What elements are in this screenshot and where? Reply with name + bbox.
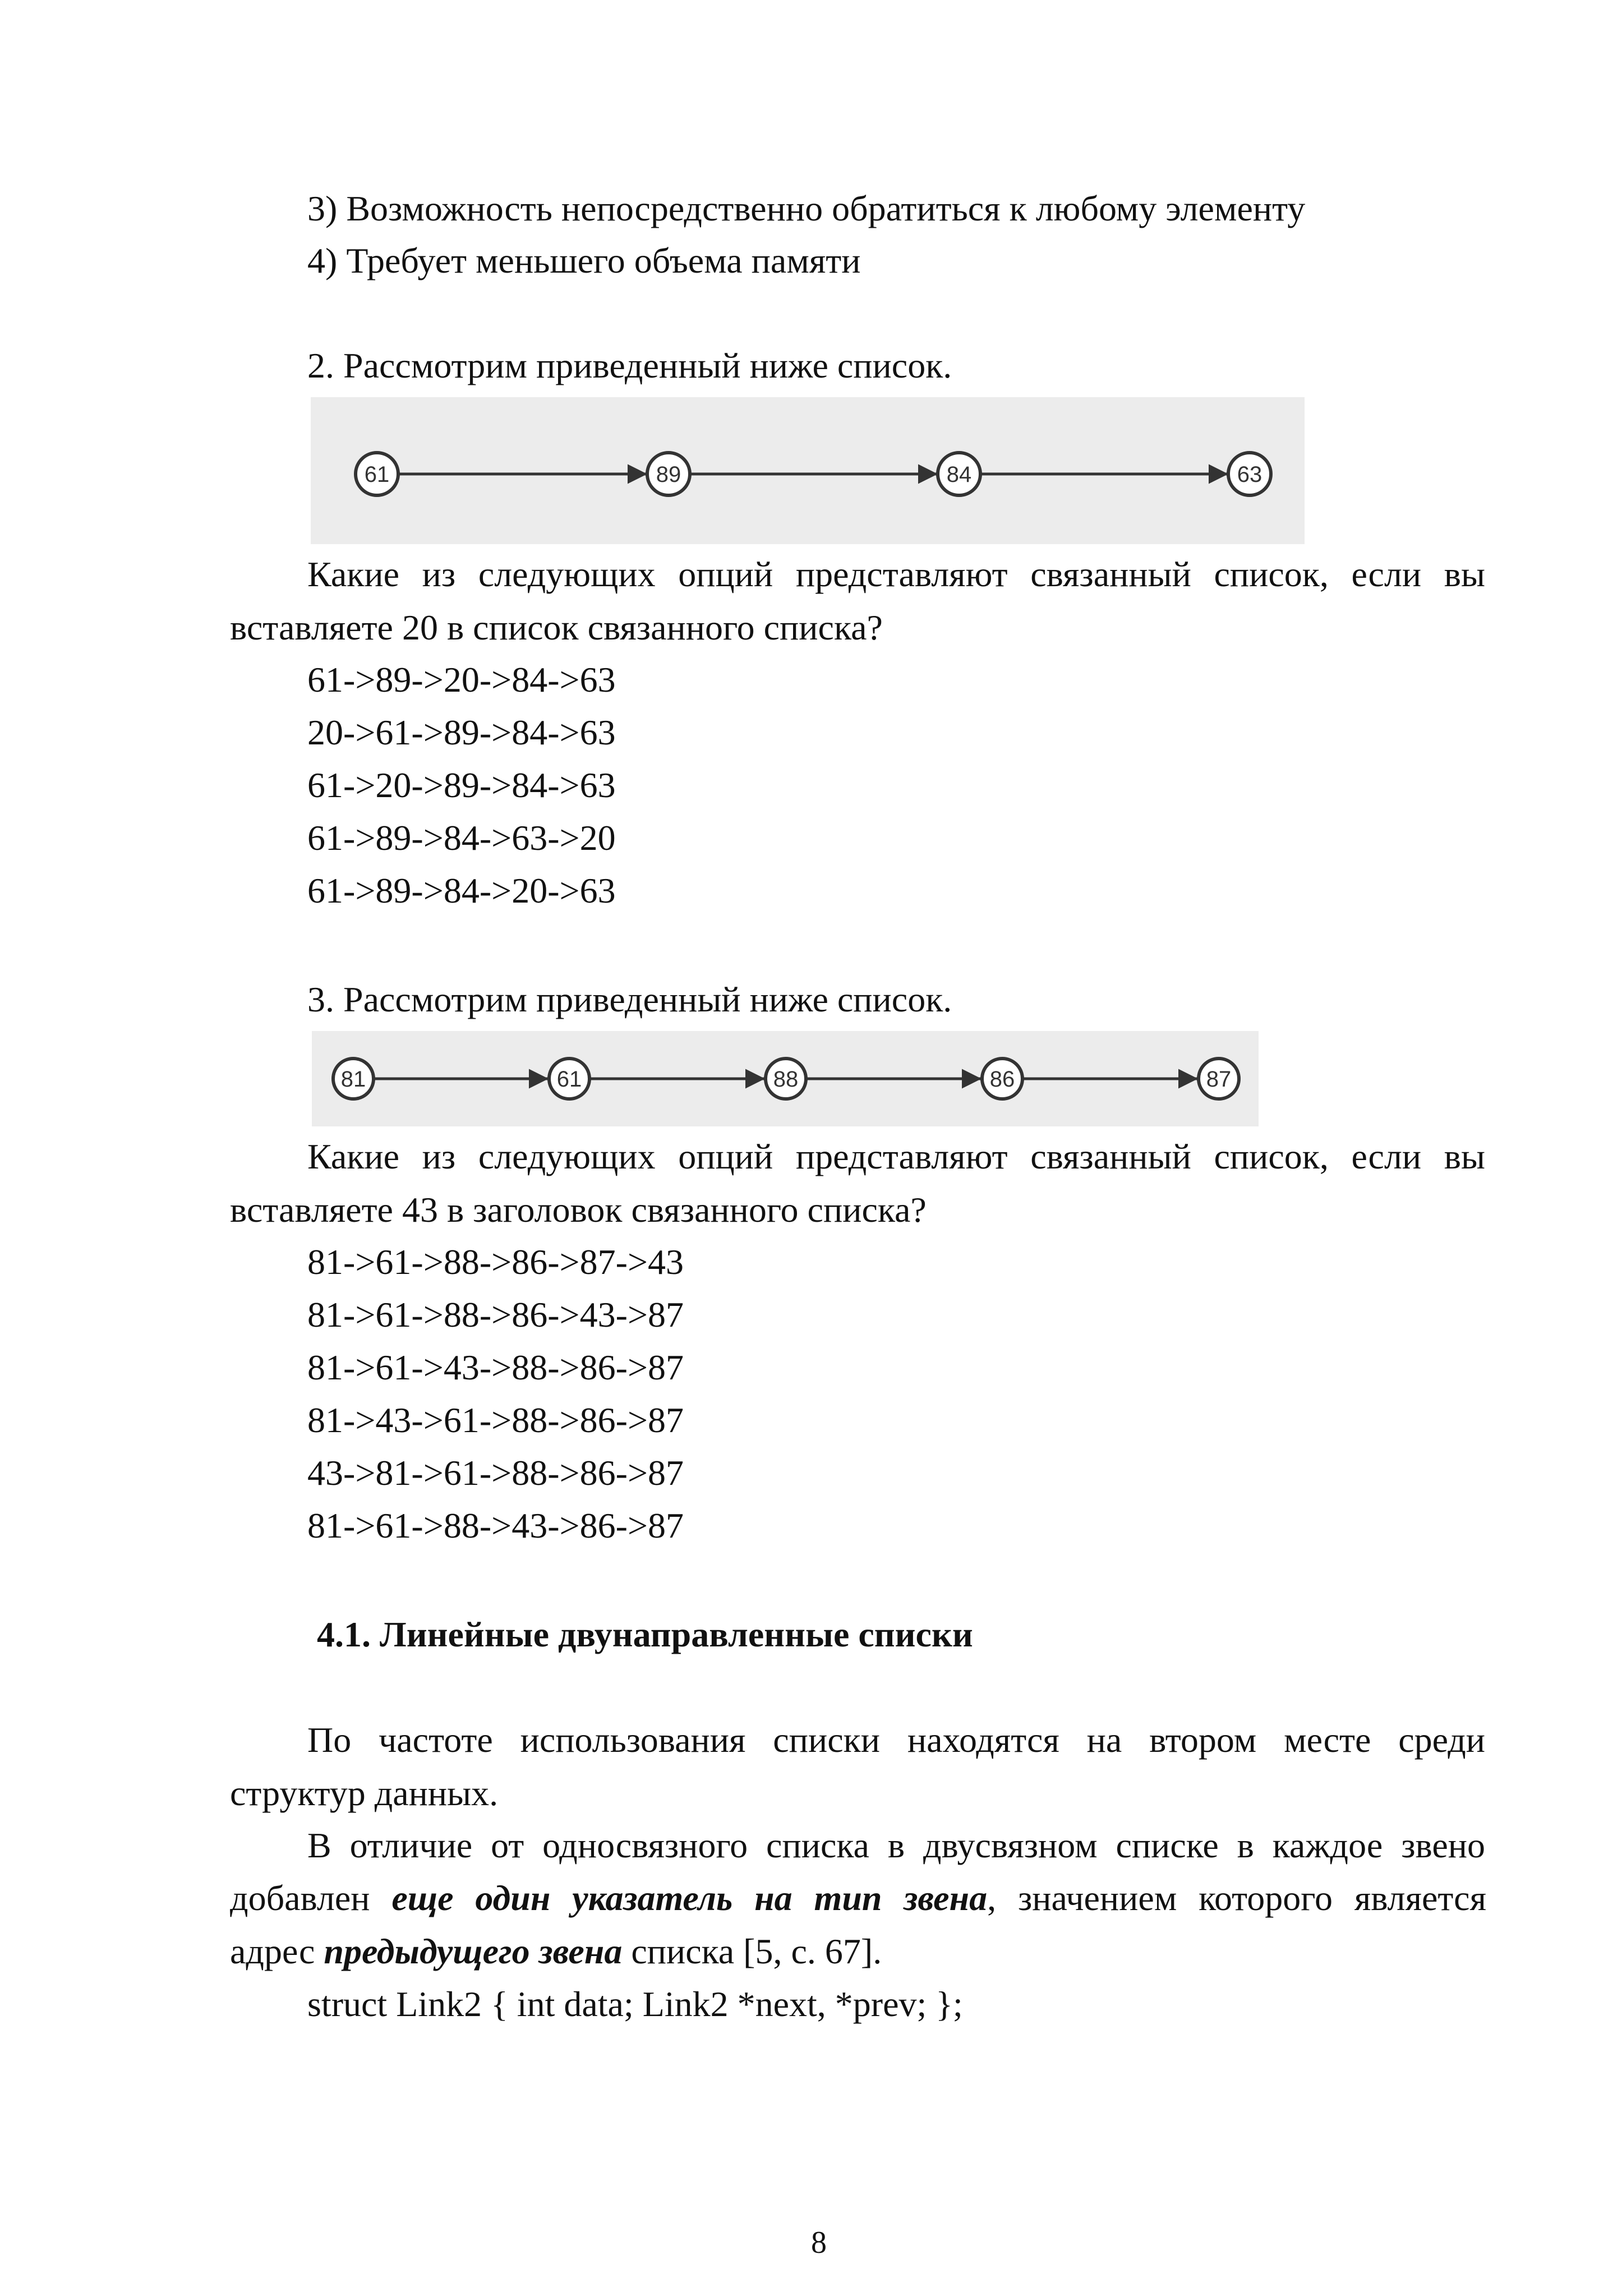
option-3: 3) Возможность непосредственно обратиться к любому элементу xyxy=(307,188,1306,228)
question-3-heading: 3. Рассмотрим приведенный ниже список. xyxy=(307,979,952,1019)
question-3-option-1: 81->61->88->86->87->43 xyxy=(307,1242,684,1282)
question-2-option-2: 20->61->89->84->63 xyxy=(307,712,616,752)
list2-node-1 xyxy=(333,1059,374,1099)
list2-node-2 xyxy=(549,1059,589,1099)
emphasized-term: еще один указатель на тип звена xyxy=(391,1878,988,1918)
question-2-text-line-1: Какие из следующих опций представляют связанный список, если вы xyxy=(307,554,1485,594)
svg-text:88: 88 xyxy=(773,1067,799,1092)
list2-node-5 xyxy=(1199,1059,1239,1099)
emphasized-term: предыдущего звена xyxy=(324,1931,623,1971)
paragraph-2-text: , значением которого является xyxy=(987,1878,1487,1918)
question-3-text-line-2: вставляете 43 в заголовок связанного списка? xyxy=(230,1190,927,1230)
paragraph-1-line-1: По частоте использования списки находятся на втором месте среди xyxy=(307,1720,1485,1760)
svg-text:61: 61 xyxy=(556,1067,582,1092)
paragraph-1-line-2: структур данных. xyxy=(230,1773,499,1813)
list1-node-2 xyxy=(647,453,690,495)
paragraph-2-line-2 xyxy=(230,1880,1486,1916)
question-3-option-3: 81->61->43->88->86->87 xyxy=(307,1347,684,1387)
question-3-option-2: 81->61->88->86->43->87 xyxy=(307,1295,684,1335)
code-line: struct Link2 { int data; Link2 *next, *prev; }; xyxy=(307,1984,963,2024)
question-2-heading: 2. Рассмотрим приведенный ниже список. xyxy=(307,346,952,385)
list2-node-3 xyxy=(766,1059,806,1099)
list1-node-3 xyxy=(938,453,980,495)
linked-list-figure-2 xyxy=(312,1031,1259,1126)
question-3-option-5: 43->81->61->88->86->87 xyxy=(307,1453,684,1493)
linked-list-figure-1 xyxy=(311,397,1305,544)
question-3-option-6: 81->61->88->43->86->87 xyxy=(307,1506,684,1545)
paragraph-2-line-3 xyxy=(230,1931,882,1971)
option-4: 4) Требует меньшего объема памяти xyxy=(307,241,861,280)
svg-text:81: 81 xyxy=(340,1067,366,1092)
svg-text:61: 61 xyxy=(364,462,390,487)
question-3-option-4: 81->43->61->88->86->87 xyxy=(307,1400,684,1440)
paragraph-2-text: адрес xyxy=(230,1931,315,1971)
question-3-text-line-1: Какие из следующих опций представляют связанный список, если вы xyxy=(307,1137,1485,1176)
svg-text:84: 84 xyxy=(946,462,972,487)
paragraph-2-text: списка [5, с. 67]. xyxy=(631,1931,882,1971)
paragraph-2-line-1: В отличие от односвязного списка в двусвязном списке в каждое звено xyxy=(307,1825,1485,1865)
list1-node-1 xyxy=(356,453,398,495)
svg-text:87: 87 xyxy=(1206,1067,1232,1092)
paragraph-2-text: добавлен xyxy=(230,1878,370,1918)
svg-text:86: 86 xyxy=(989,1067,1015,1092)
question-2-option-4: 61->89->84->63->20 xyxy=(307,818,616,858)
list2-node-4 xyxy=(982,1059,1022,1099)
section-heading: 4.1. Линейные двунаправленные списки xyxy=(317,1614,973,1654)
question-2-option-1: 61->89->20->84->63 xyxy=(307,660,616,700)
list1-node-4 xyxy=(1228,453,1271,495)
page-number: 8 xyxy=(811,2225,827,2260)
question-2-option-3: 61->20->89->84->63 xyxy=(307,765,616,805)
question-2-text-line-2: вставляете 20 в список связанного списка? xyxy=(230,608,883,647)
question-2-option-5: 61->89->84->20->63 xyxy=(307,871,616,910)
svg-text:89: 89 xyxy=(656,462,681,487)
svg-text:63: 63 xyxy=(1237,462,1262,487)
